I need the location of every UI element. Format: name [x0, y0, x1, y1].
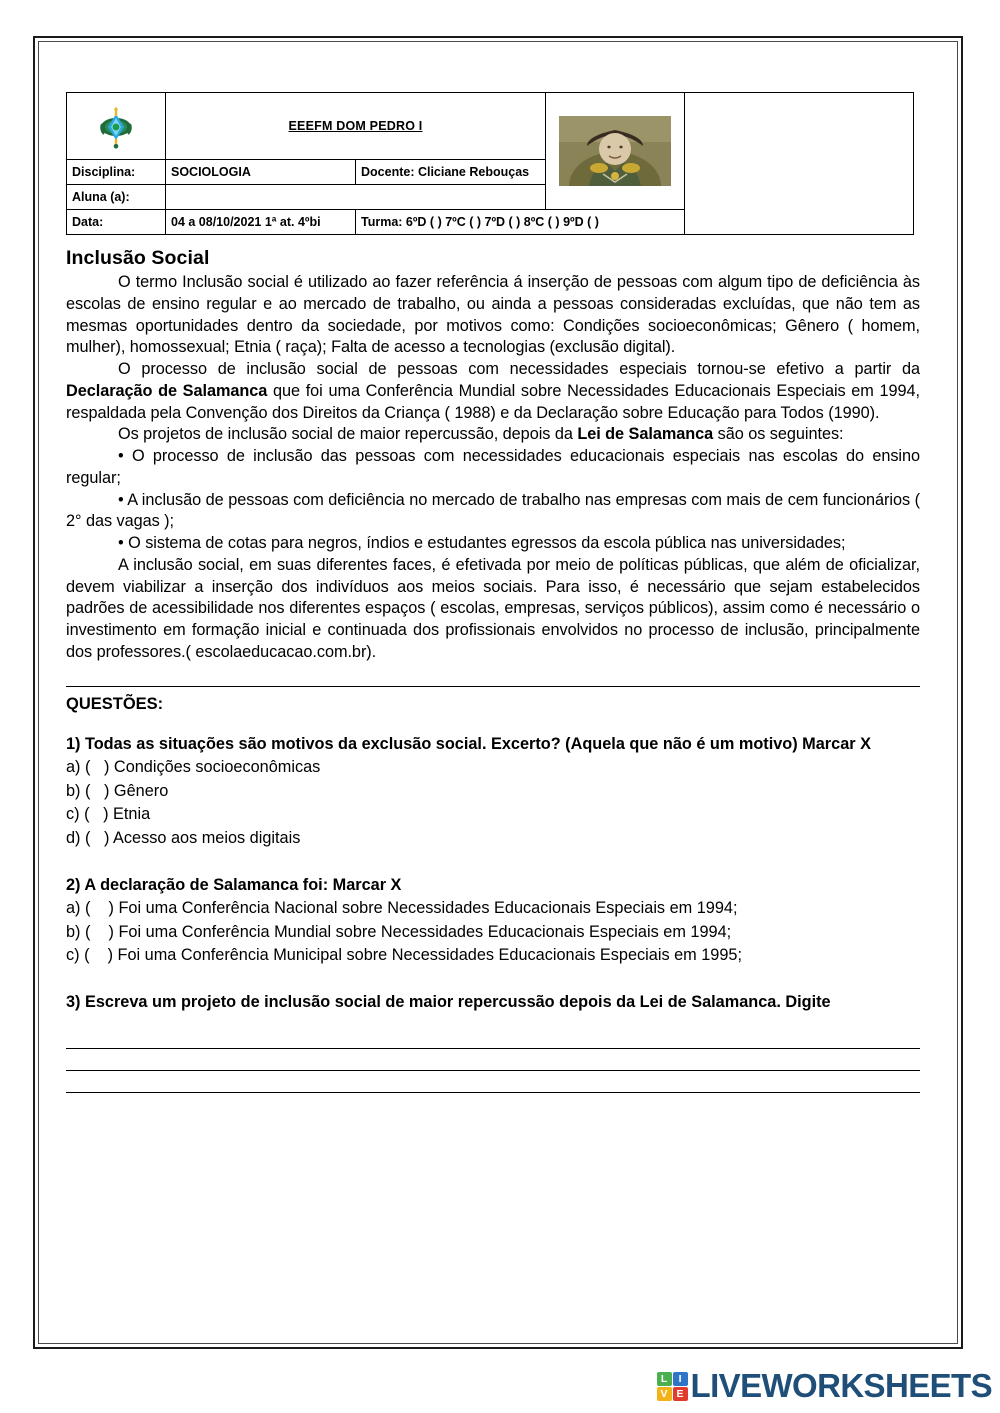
- question-1-option-d[interactable]: d) ( ) Acesso aos meios digitais: [66, 828, 301, 847]
- question-3-stem: 3) Escreva um projeto de inclusão social de maior repercussão depois da Lei de Salamanca. Digite: [66, 992, 831, 1011]
- questions-heading: QUESTÕES:: [66, 694, 164, 713]
- docente-value: Docente: Cliciane Rebouças: [356, 160, 546, 185]
- question-1-option-b[interactable]: b) ( ) Gênero: [66, 781, 169, 800]
- question-3: [66, 992, 920, 1014]
- paragraph-3-text-b: são os seguintes:: [713, 425, 844, 444]
- turma-value[interactable]: Turma: 6ºD ( ) 7ºC ( ) 7ºD ( ) 8ºC ( ) 9ºD ( ): [356, 210, 685, 235]
- aluna-label: Aluna (a):: [67, 185, 166, 210]
- question-2-option-a[interactable]: a) ( ) Foi uma Conferência Nacional sobre Necessidades Educacionais Especiais em 1994;: [66, 899, 738, 917]
- answer-line-2[interactable]: [66, 1049, 920, 1071]
- bullet-item-1: • O processo de inclusão das pessoas com necessidades educacionais especiais nas escolas do ensino regular;: [66, 447, 920, 487]
- declaracao-salamanca-bold: Declaração de Salamanca: [66, 381, 268, 400]
- worksheet-content: [66, 92, 920, 1093]
- portrait-cell: [546, 93, 685, 210]
- question-1-option-a[interactable]: a) ( ) Condições socioeconômicas: [66, 758, 321, 776]
- answer-line-3[interactable]: [66, 1071, 920, 1093]
- answer-lines-group: [66, 1027, 920, 1093]
- paragraph-4: A inclusão social, em suas diferentes faces, é efetivada por meio de políticas públicas, que além de oficializar, devem viabilizar a inserção dos indivíduos aos meios sociais. Para isso, é necessário que sejam estabelecidos padrões de acessibilidade nos diferentes espaços ( escolas, empresas, serviços públicos), assim como é necessário o investimento em formação inicial e continuada dos profissionais envolvidos no processo de inclusão, principalmente dos professores.( escolaeducacao.com.br).: [66, 555, 920, 661]
- dom-pedro-portrait-image: [559, 116, 671, 186]
- school-name-cell: [166, 93, 546, 160]
- brazil-coat-of-arms-icon: [99, 105, 133, 149]
- bullet-item-2: • A inclusão de pessoas com deficiência no mercado de trabalho nas empresas com mais de cem funcionários ( 2° das vagas );: [66, 490, 920, 531]
- liveworksheets-logo[interactable]: [657, 1367, 992, 1405]
- worksheet-header-table: [66, 92, 914, 235]
- paragraph-1: O termo Inclusão social é utilizado ao fazer referência á inserção de pessoas com algum tipo de deficiência às escolas de ensino regular e ao mercado de trabalho, ou ainda a pessoas consideradas excluídas, que não tem as mesmas oportunidades dentro da sociedade, por motivos como: Condições socioeconômicas; Gênero ( homem, mulher), homossexual; Etnia ( raça); Falta de acesso a tecnologias (exclusão digital).: [66, 273, 920, 357]
- question-2-option-b[interactable]: b) ( ) Foi uma Conferência Mundial sobre Necessidades Educacionais Especiais em 1994;: [66, 922, 732, 941]
- lei-salamanca-bold: Lei de Salamanca: [577, 425, 714, 444]
- school-emblem-cell: [67, 93, 166, 160]
- paragraph-2: [66, 359, 920, 424]
- paragraph-2-text-a: O processo de inclusão social de pessoas com necessidades especiais tornou-se efetivo a partir da: [118, 360, 920, 378]
- question-2: [66, 875, 920, 968]
- logo-squares-icon: [657, 1372, 688, 1401]
- aluna-input-cell[interactable]: [166, 185, 546, 210]
- logo-square-v: V: [657, 1387, 672, 1401]
- paragraph-2-text-b: que foi uma Conferência Mundial sobre Necessidades Educacionais Especiais em 1994, respaldada pela Convenção dos Direitos da Criança ( 1988) e da Declaração sobre Educação para Todos (1990).: [66, 381, 921, 422]
- bullet-item-3: • O sistema de cotas para negros, índios e estudantes egressos da escola pública nas universidades;: [118, 534, 846, 552]
- question-spacer-1: [66, 857, 920, 875]
- question-1: [66, 734, 920, 851]
- questions-divider: [66, 686, 920, 687]
- disciplina-value[interactable]: SOCIOLOGIA: [166, 160, 356, 185]
- page-title: Inclusão Social: [66, 247, 210, 269]
- liveworksheets-brand-text: LIVEWORKSHEETS: [690, 1367, 992, 1404]
- header-blank-cell: [685, 93, 914, 235]
- paragraph-3: [66, 424, 920, 446]
- logo-square-i: I: [673, 1372, 688, 1386]
- logo-square-l: L: [657, 1372, 672, 1386]
- question-1-stem: 1) Todas as situações são motivos da exclusão social. Excerto? (Aquela que não é um motivo) Marcar X: [66, 734, 871, 753]
- question-2-stem: 2) A declaração de Salamanca foi: Marcar X: [66, 875, 402, 894]
- paragraph-3-text-a: Os projetos de inclusão social de maior repercussão, depois da: [118, 425, 578, 444]
- logo-square-e: E: [673, 1387, 688, 1401]
- question-2-option-c[interactable]: c) ( ) Foi uma Conferência Municipal sobre Necessidades Educacionais Especiais em 1995;: [66, 946, 742, 965]
- school-name-text: EEEFM DOM PEDRO I: [288, 119, 423, 133]
- data-value: 04 a 08/10/2021 1ª at. 4ºbi: [166, 210, 356, 235]
- question-1-option-c[interactable]: c) ( ) Etnia: [66, 805, 151, 824]
- data-label: Data:: [67, 210, 166, 235]
- disciplina-label: Disciplina:: [67, 160, 166, 185]
- header-row-title: [67, 93, 914, 160]
- question-spacer-2: [66, 974, 920, 992]
- answer-line-1[interactable]: [66, 1027, 920, 1049]
